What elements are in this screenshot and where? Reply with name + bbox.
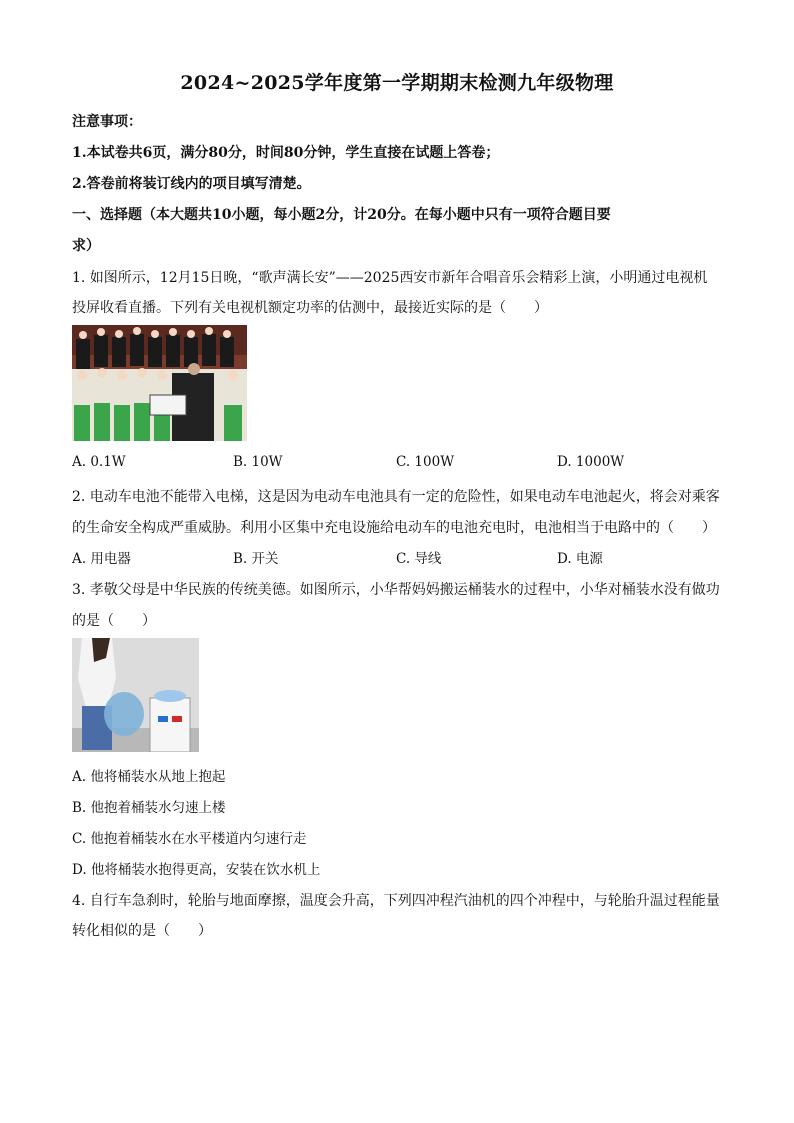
- question-2-option-c: C. 导线: [396, 551, 442, 567]
- notice-item-1: 1.本试卷共6页，满分80分，时间80分钟，学生直接在试题上答卷；: [72, 145, 500, 161]
- question-1-option-a: A. 0.1W: [72, 454, 126, 470]
- question-3-text-cont: 的是（ ）: [72, 613, 156, 629]
- question-3-option-a: A. 他将桶装水从地上抱起: [72, 769, 226, 785]
- question-2-option-a: A. 用电器: [72, 551, 131, 567]
- question-2-option-d: D. 电源: [557, 551, 603, 567]
- notice-heading: 注意事项：: [72, 114, 142, 130]
- question-2-text-cont: 的生命安全构成严重威胁。利用小区集中充电设施给电动车的电池充电时，电池相当于电路中的（ ）: [72, 520, 716, 536]
- section-heading-cont: 求）: [72, 238, 100, 254]
- question-1-text: 1. 如图所示，12月15日晚，“歌声满长安”——2025西安市新年合唱音乐会精彩上演，小明通过电视机: [72, 270, 708, 286]
- question-3-option-d: D. 他将桶装水抱得更高，安装在饮水机上: [72, 862, 321, 878]
- question-3-option-b: B. 他抱着桶装水匀速上楼: [72, 800, 226, 816]
- question-1-option-c: C. 100W: [396, 454, 455, 470]
- choir-illustration: [72, 325, 247, 441]
- question-2-option-b: B. 开关: [233, 551, 279, 567]
- question-4-text-cont: 转化相似的是（ ）: [72, 923, 212, 939]
- question-4-text: 4. 自行车急刹时，轮胎与地面摩擦，温度会升高，下列四冲程汽油机的四个冲程中，与轮胎升温过程能量: [72, 893, 720, 909]
- question-1-option-d: D. 1000W: [557, 454, 625, 470]
- choir-concert-photo: [72, 325, 247, 441]
- question-1-text-cont: 投屏收看直播。下列有关电视机额定功率的估测中，最接近实际的是（ ）: [72, 300, 548, 316]
- water-bucket-photo: [72, 638, 199, 752]
- notice-item-2: 2.答卷前将装订线内的项目填写清楚。: [72, 176, 311, 192]
- water-bucket-illustration: [72, 638, 199, 752]
- question-2-text: 2. 电动车电池不能带入电梯，这是因为电动车电池具有一定的危险性，如果电动车电池起火，将会对乘客: [72, 489, 720, 505]
- page-title: 2024~2025学年度第一学期期末检测九年级物理: [180, 72, 614, 94]
- question-1-option-b: B. 10W: [233, 454, 283, 470]
- question-3-text: 3. 孝敬父母是中华民族的传统美德。如图所示，小华帮妈妈搬运桶装水的过程中，小华对桶装水没有做功: [72, 582, 720, 598]
- section-heading: 一、选择题（本大题共10小题，每小题2分，计20分。在每小题中只有一项符合题目要: [72, 207, 611, 223]
- question-3-option-c: C. 他抱着桶装水在水平楼道内匀速行走: [72, 831, 307, 847]
